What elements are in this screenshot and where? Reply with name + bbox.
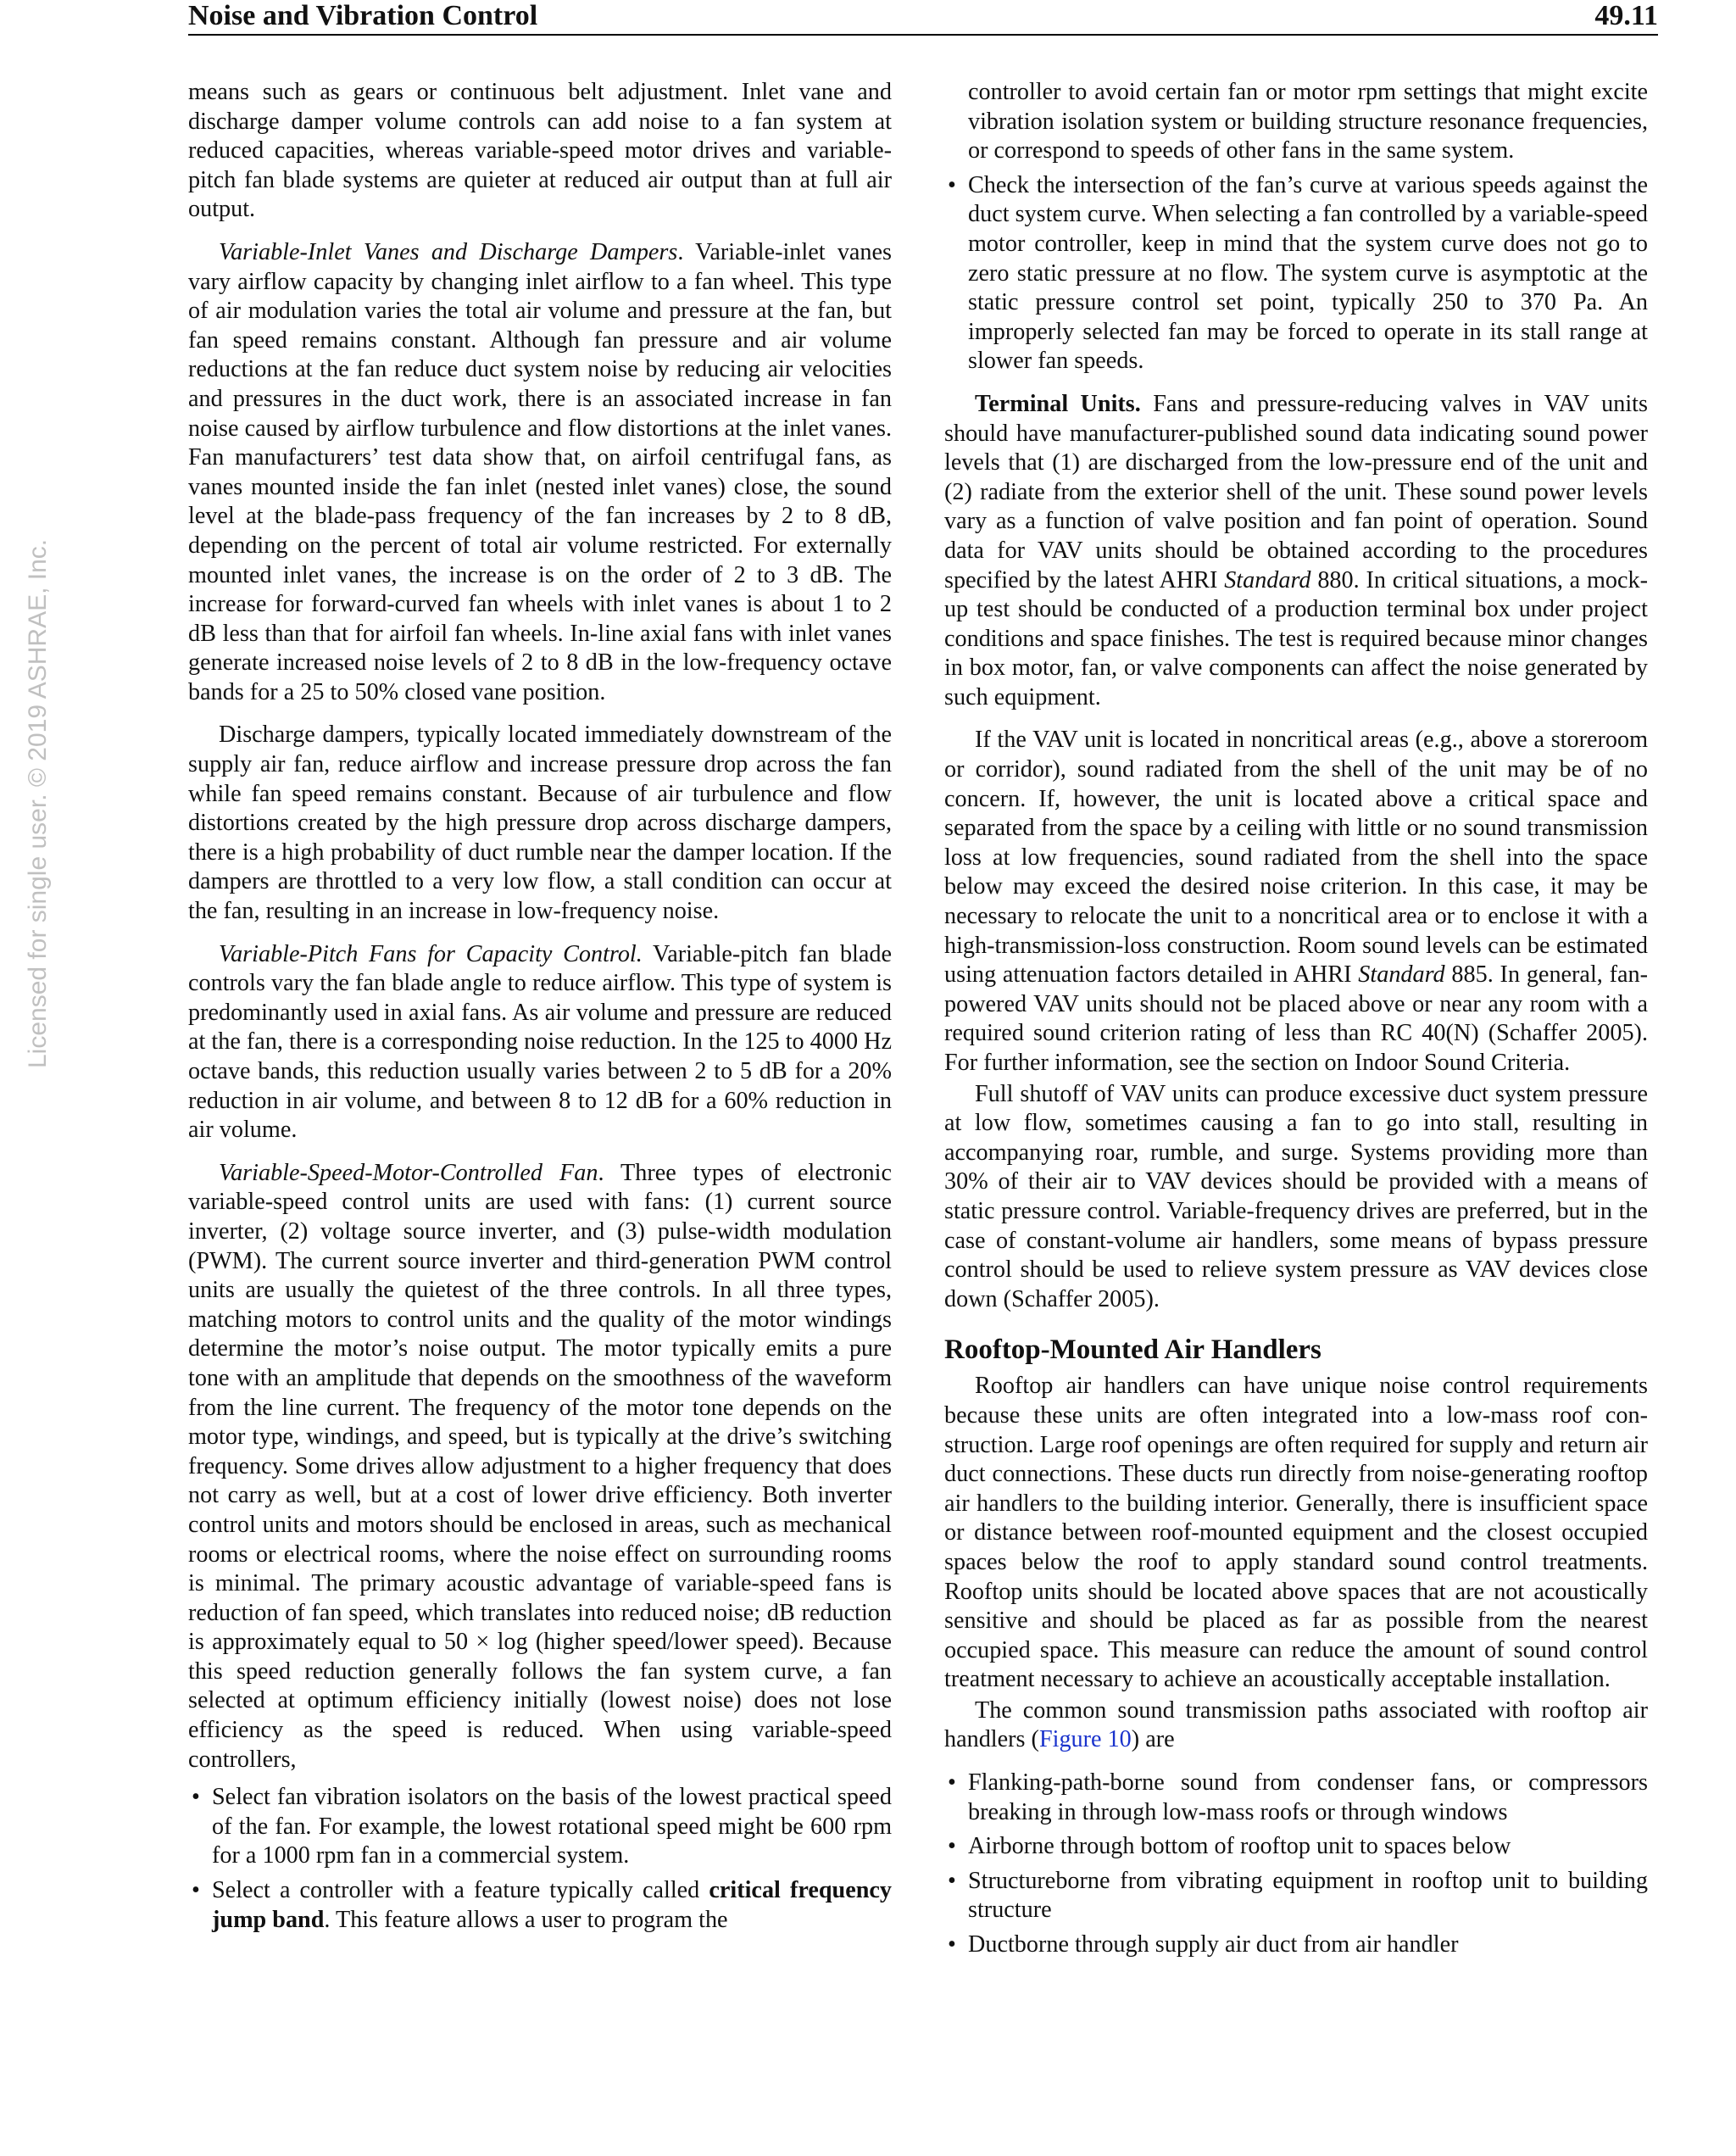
figure-link[interactable]: Figure 10 <box>1038 1726 1132 1753</box>
list-item: • Select a controller with a feature typically called critical frequency jump band. This feature allows a user to program the <box>188 1876 892 1935</box>
bold-term: critical frequency jump band <box>212 1877 892 1933</box>
list-item: • Flanking-path-borne sound from condenser fans, or compressors breaking in through low-mass roofs or through windows <box>944 1769 1648 1827</box>
right-column <box>944 78 1648 1974</box>
run-in-heading-variable-speed: Variable-Speed-Motor-Controlled Fan <box>219 1159 598 1186</box>
license-watermark: Licensed for single user. © 2019 ASHRAE, Inc. <box>24 538 52 1068</box>
paragraph-terminal-units: Terminal Units. Fans and pressure-reducing valves in VAV units should have manufacturer-published sound data indicating sound power levels that (1) are discharged from the low-pressure end of the unit and (2) radiate from the exterior shell of the unit. These sound power levels vary as a function of valve position and fan point of operation. Sound data for VAV units should be obtained according to the procedures specified by the latest AHRI Standard 880. In critical situations, a mock-up test should be conducted of a production terminal box under project conditions and space finishes. The test is required because minor changes in box motor, fan, or valve components can affect the noise generated by such equipment. <box>944 390 1648 710</box>
list-item: • Airborne through bottom of rooftop unit to spaces below <box>944 1832 1648 1862</box>
list-item: • Structureborne from vibrating equipment in rooftop unit to building structure <box>944 1867 1648 1925</box>
run-in-heading-inlet-vanes: Variable-Inlet Vanes and Discharge Dampers <box>219 238 678 265</box>
paragraph-full-shutoff: Full shutoff of VAV units can produce excessive duct system pressure at low flow, sometimes causing a fan to go into stall, resulting in accompanying roar, rumble, and surge. Systems providing more than 30% of their air to VAV devices should be provided with a means of static pressure control. Variable-frequency drives are preferred, but in the case of constant-volume air handlers, some means of bypass pressure control should be used to relieve system pressure as VAV devices close down (Schaffer 2005). <box>944 1080 1648 1312</box>
section-heading-rooftop: Rooftop-Mounted Air Handlers <box>944 1334 1321 1366</box>
bullet-list-controllers <box>188 1783 892 1935</box>
chapter-title: Noise and Vibration Control <box>188 0 538 31</box>
paragraph-volume-controls: means such as gears or continuous belt adjustment. Inlet vane and discharge damper volume controls can add noise to a fan system at reduced capacities, whereas variable-speed motor drives and variable-pitch fan blade systems are quieter at reduced air output than at full air output. <box>188 79 892 223</box>
paragraph-text: . Three types of electronic variable-speed control units are used with fans: (1) current source inverter, (2) voltage source inverter, and (3) pulse-width modulation (PWM). The current source inverter and third-generation PWM control units are usually the quietest of the three controls. In all three types, matching motors to control units and the quality of the motor windings determine the motor’s noise output. The motor typically emits a pure tone with an amplitude that depends on the smoothness of the waveform from the line current. The frequency of the motor tone depends on the motor type, windings, and speed, but is typically at the drive’s switching frequency. Some drives allow adjustment to a higher frequency that does not carry as well, but at a cost of lower drive efficiency. Both inverter control units and motors should be enclosed in areas, such as mechanical rooms or electrical rooms, where the noise effect on surrounding rooms is minimal. The primary acoustic advantage of variable-speed fans is reduction of fan speed, which translates into reduced noise; dB reduction is approximately equal to 50 × log (higher speed/lower speed). Because this speed reduction generally follows the fan system curve, a fan selected at optimum efficiency initially (lowest noise) does not lose efficiency as the speed is reduced. When using variable-speed controllers, <box>188 1159 892 1773</box>
list-item: • Check the intersection of the fan’s curve at various speeds against the duct system curve. When selecting a fan controlled by a variable-speed motor controller, keep in mind that the system curve does not go to zero static pressure at no flow. The system curve is asymptotic at the static pressure control set point, typically 250 to 370 Pa. An improperly selected fan may be forced to operate in its stall range at slower fan speeds. <box>944 171 1648 376</box>
paragraph-variable-pitch <box>188 940 892 1145</box>
list-item-continued: controller to avoid certain fan or motor rpm settings that might excite vibration isolation system or building structure resonance frequencies, or correspond to speeds of other fans in the same system. <box>968 79 1648 164</box>
paragraph-rooftop-intro: Rooftop air handlers can have unique noise control requirements because these units are often integrated into a low-mass roof construction. Large roof openings are often required for supply and return air duct connections. These ducts run directly from noise-generating rooftop air handlers to the building interior. Generally, there is insufficient space or distance between roof-mounted equipment and the closest occupied spaces below the roof to apply standard sound control treatments. Rooftop units should be located above spaces that are not acoustically sensitive and should be placed as far as possible from the nearest occupied space. This measure can reduce the amount of sound control treatment necessary to achieve an acoustically acceptable installation. <box>944 1373 1648 1693</box>
paragraph-text: Variable-pitch fan blade controls vary the fan blade angle to reduce airflow. This type of system is predominantly used in axial fans. As air volume and pressure are reduced at the fan, there is a corresponding noise reduction. In the 125 to 4000 Hz octave bands, this reduction usually varies between 2 to 5 dB for a 20% reduction in air volume, and between 8 to 12 dB for a 60% reduction in air volume. <box>188 940 892 1144</box>
page-number: 49.11 <box>1594 0 1658 31</box>
run-in-heading-terminal-units: Terminal Units. <box>975 390 1141 417</box>
bullet-list-system-curve <box>944 171 1648 376</box>
paragraph-text: . Variable-inlet vanes vary airflow capacity by changing inlet airflow to a fan wheel. This type of air modulation varies the total air volume and pressure at the fan, but fan speed remains constant. Although fan pressure and air volume reductions at the fan reduce duct system noise by reducing air velocities and pressures in the duct work, there is an associated increase in fan noise caused by airflow turbulence and flow distortions at the inlet vanes. Fan manufacturers’ test data show that, on airfoil centrifugal fans, as vanes mounted inside the fan inlet (nested inlet vanes) close, the sound level at the blade-pass frequency of the fan increases by 2 to 8 dB, depending on the percent of total air volume restricted. For externally mounted inlet vanes, the increase is on the order of 2 to 3 dB. The increase for forward-curved fan wheels with inlet vanes is about 1 to 2 dB less than that for airfoil fan wheels. In-line axial fans with inlet vanes generate increased noise levels of 2 to 8 dB in the low-frequency octave bands for a 25 to 50% closed vane position. <box>188 238 892 705</box>
list-item: • Ductborne through supply air duct from air handler <box>944 1930 1648 1960</box>
bullet-list-paths <box>944 1769 1648 1960</box>
running-header <box>188 0 1658 36</box>
list-item: • Select fan vibration isolators on the basis of the lowest practical speed of the fan. For example, the lowest rotational speed might be 600 rpm for a 1000 rpm fan in a commercial system. <box>188 1783 892 1871</box>
left-column <box>188 78 892 1948</box>
paragraph-transmission-paths: The common sound transmission paths associated with rooftop air handlers (Figure 10) are <box>944 1696 1648 1753</box>
paragraph-vav-location: If the VAV unit is located in noncritical areas (e.g., above a storeroom or corridor), sound radiated from the shell of the unit may be of no concern. If, however, the unit is located above a critical space and separated from the space by a ceiling with little or no sound transmission loss at low frequencies, sound radiated from the shell into the space below may exceed the desired noise criterion. In this case, it may be necessary to relocate the unit to a noncritical area or to enclose it with a high-transmission-loss construction. Room sound levels can be estimated using attenuation factors detailed in AHRI Standard 885. In general, fan-powered VAV units should not be placed above or near any room with a required sound criterion rating of less than RC 40(N) (Schaffer 2005). For further information, see the section on Indoor Sound Criteria. <box>944 727 1648 1076</box>
run-in-heading-variable-pitch: Variable-Pitch Fans for Capacity Control. <box>219 940 643 967</box>
paragraph-variable-speed <box>188 1159 892 1774</box>
paragraph-discharge-dampers: Discharge dampers, typically located immediately downstream of the supply air fan, reduce airflow and increase pressure drop across the fan while fan speed remains constant. Because of air turbulence and flow distortions created by the high pressure drop across discharge dampers, there is a high probability of duct rumble near the damper location. If the dampers are throttled to a very low flow, a stall condition can occur at the fan, resulting in an increase in low-frequency noise. <box>188 721 892 925</box>
paragraph-inlet-vanes <box>188 238 892 708</box>
